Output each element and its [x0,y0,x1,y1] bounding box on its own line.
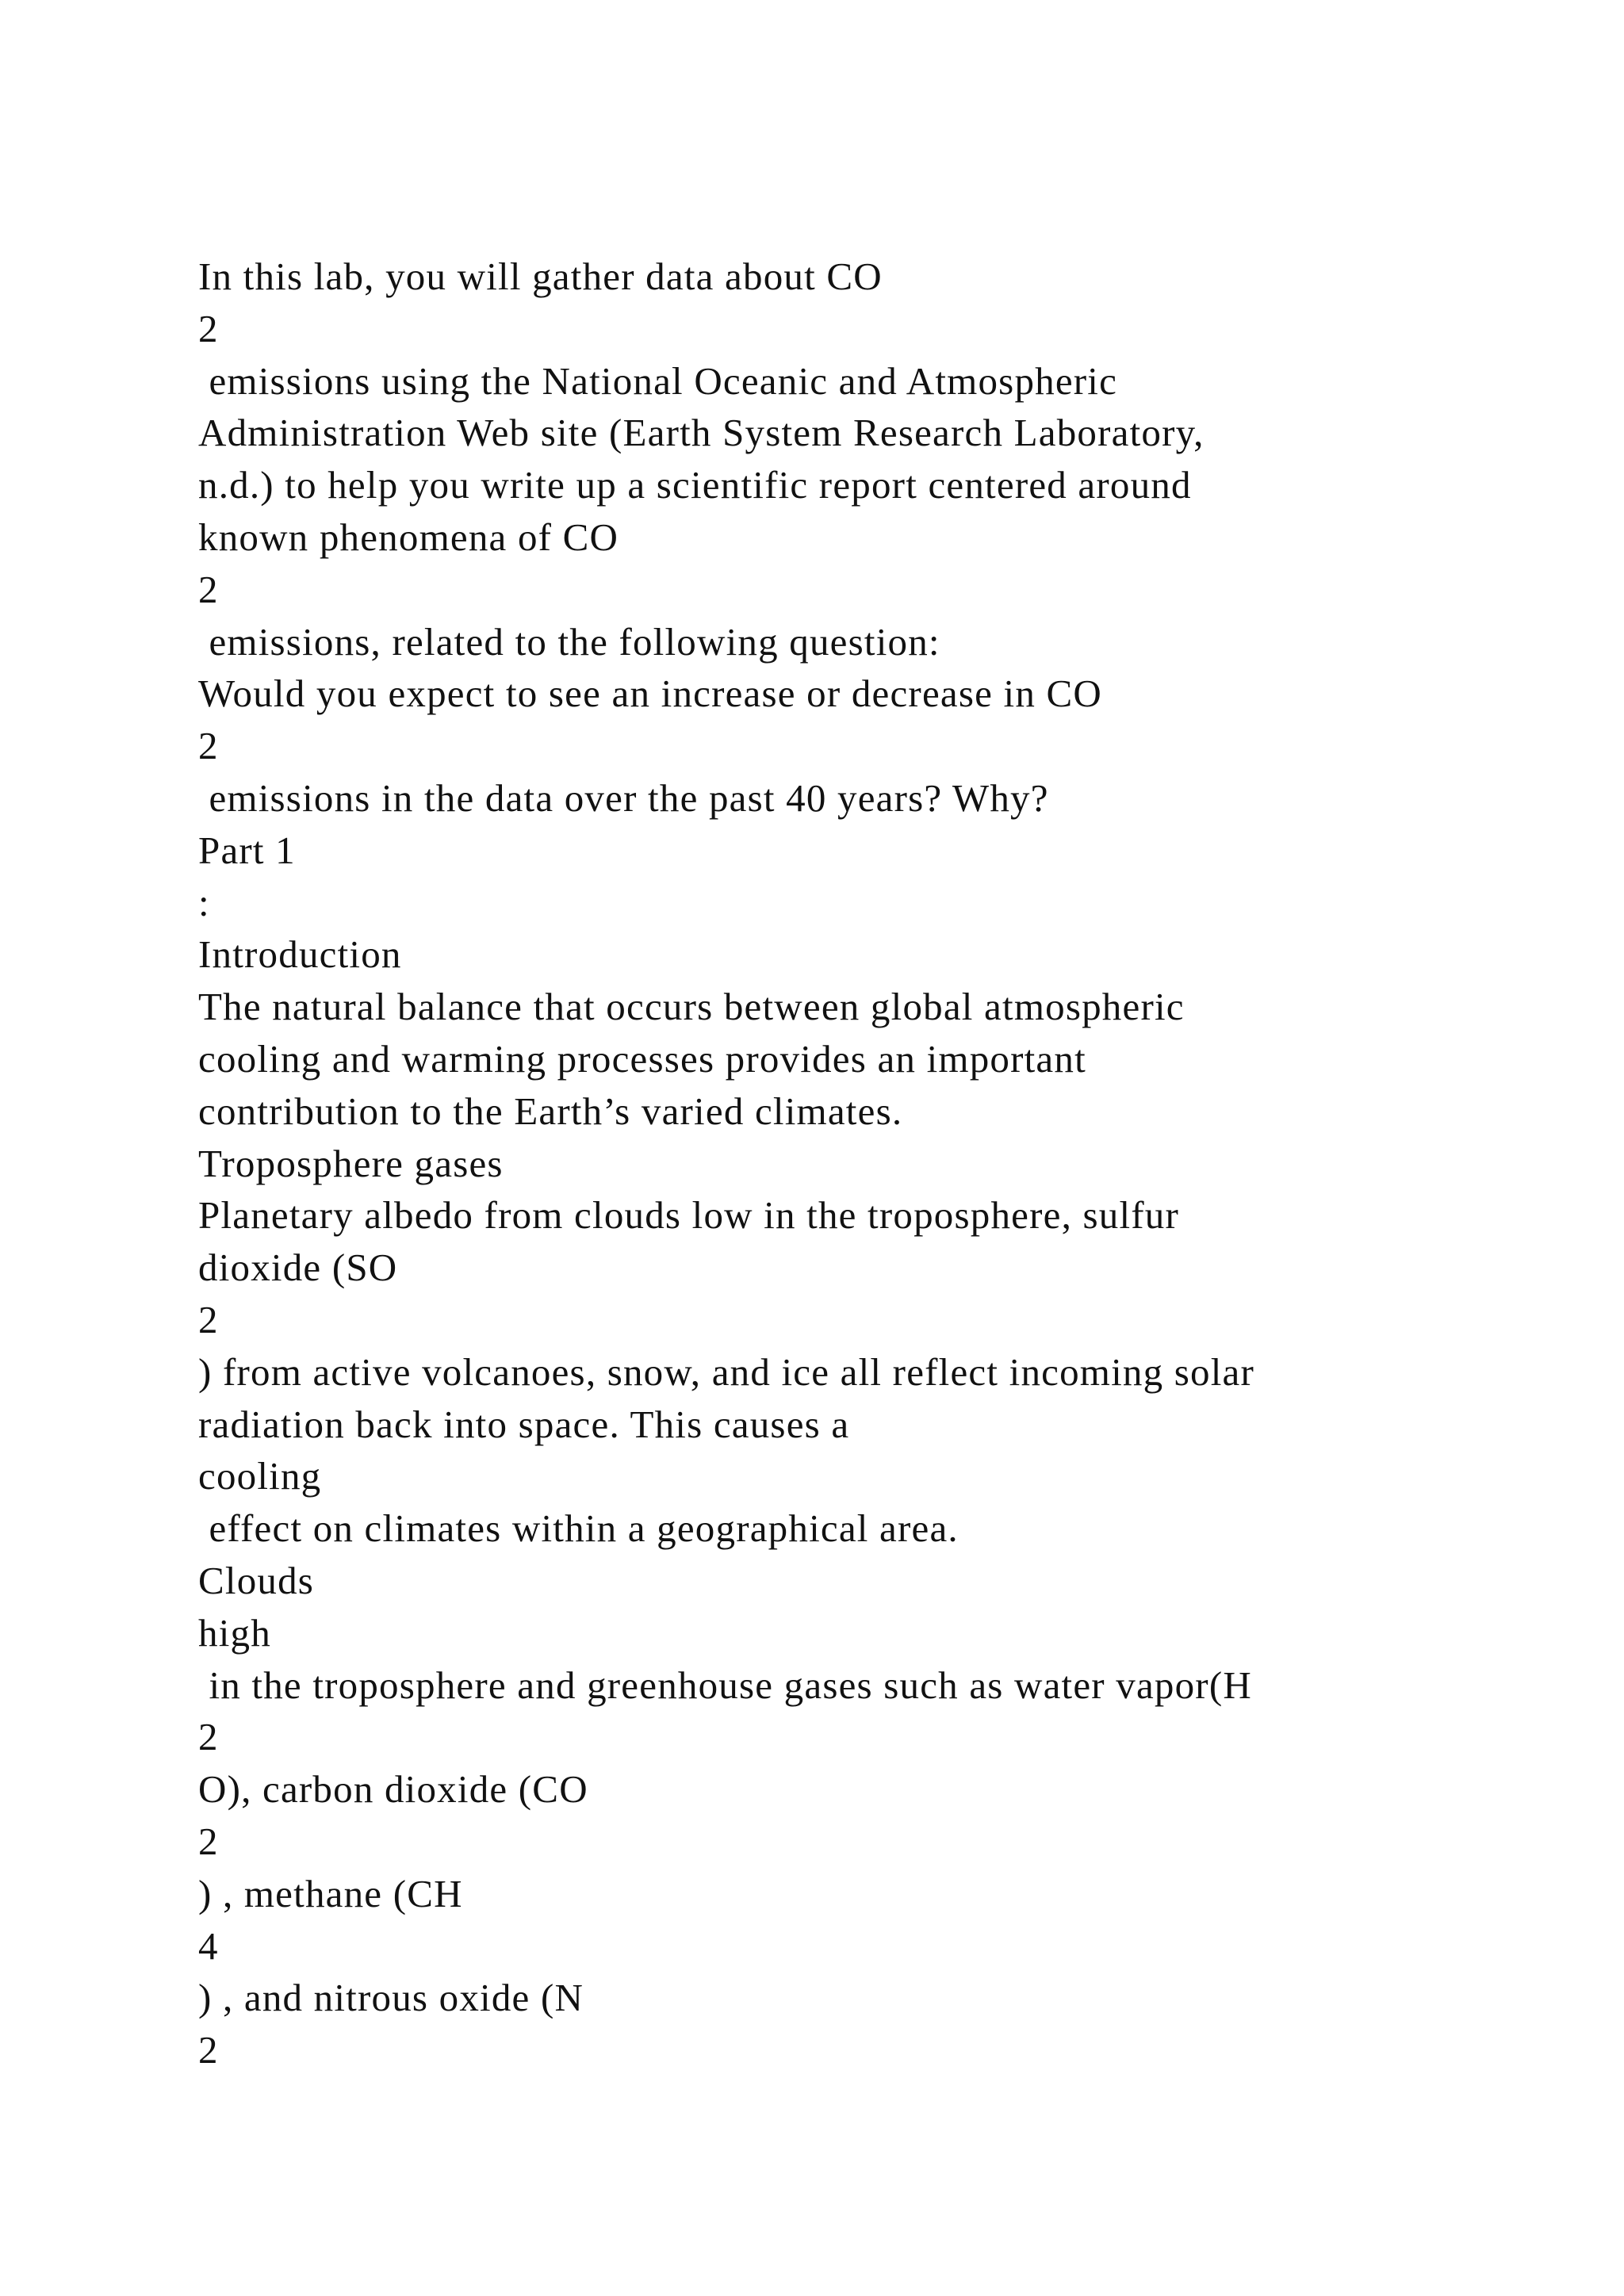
text-line: known phenomena of CO [198,515,619,559]
text-line: emissions in the data over the past 40 years? Why? [198,775,1049,820]
text-line: cooling and warming processes provides an important [198,1036,1086,1081]
text-line: in the troposphere and greenhouse gases such as water vapor(H [198,1663,1252,1707]
text-line: 2 [198,567,219,611]
document-body [198,251,1546,2076]
text-line: Planetary albedo from clouds low in the troposphere, sulfur [198,1193,1179,1238]
section-heading: Part 1 [198,828,296,872]
text-line: The natural balance that occurs between global atmospheric [198,985,1185,1029]
text-line: effect on climates within a geographical area. [198,1506,959,1551]
text-line: 2 [198,1297,219,1341]
section-heading: Troposphere gases [198,1141,504,1185]
text-line: In this lab, you will gather data about CO [198,254,883,298]
text-line: emissions, related to the following question: [198,619,940,664]
text-line: 2 [198,724,219,768]
text-line: high [198,1610,271,1655]
text-line: ) , methane (CH [198,1871,463,1915]
text-line: radiation back into space. This causes a [198,1402,850,1446]
text-line: emissions using the National Oceanic and Atmospheric [198,358,1118,403]
text-line: Would you expect to see an increase or decrease in CO [198,672,1102,716]
text-line: cooling [198,1454,322,1498]
text-line: 2 [198,2028,219,2072]
text-line: n.d.) to help you write up a scientific report centered around [198,463,1192,507]
text-line: ) , and nitrous oxide (N [198,1976,584,2020]
text-line: Clouds [198,1558,315,1602]
text-line: 2 [198,306,219,350]
text-line: 2 [198,1819,219,1863]
text-line: dioxide (SO [198,1246,398,1290]
text-line: ) from active volcanoes, snow, and ice all reflect incoming solar [198,1349,1255,1394]
text-line: 4 [198,1923,219,1968]
section-heading: Introduction [198,932,402,977]
text-line: 2 [198,1715,219,1759]
text-line: O), carbon dioxide (CO [198,1767,588,1812]
text-line: Administration Web site (Earth System Research Laboratory, [198,411,1205,455]
text-line: contribution to the Earth’s varied climates. [198,1089,903,1133]
text-line: : [198,880,210,924]
